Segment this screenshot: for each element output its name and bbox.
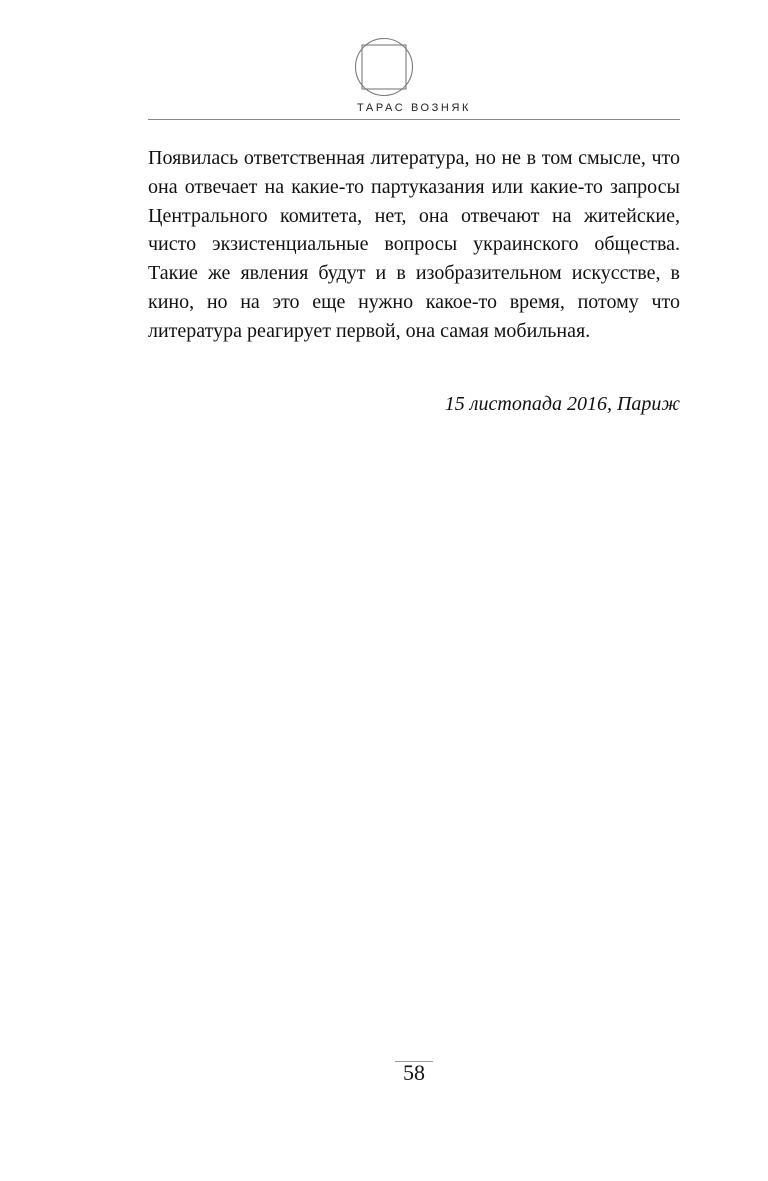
body-paragraph: Появилась ответственная литература, но не в том смысле, что она отвечает на какие-то партуказания или какие-то запросы Центрального комитета, нет, она отвечают на житейские, чисто экзистенциальные вопросы украинского общества. Такие же явления будут и в изобразительном искусстве, в кино, но на это еще нужно какое-то время, потому что литература реагирует первой, она самая мобильная. bbox=[148, 147, 680, 342]
dateline: 15 листопада 2016, Париж bbox=[444, 393, 680, 415]
header-divider bbox=[148, 119, 680, 120]
running-head: ТАРАС ВОЗНЯК bbox=[356, 102, 472, 114]
circle-square-emblem-icon bbox=[353, 36, 415, 98]
page-number: 58 bbox=[403, 1060, 425, 1085]
